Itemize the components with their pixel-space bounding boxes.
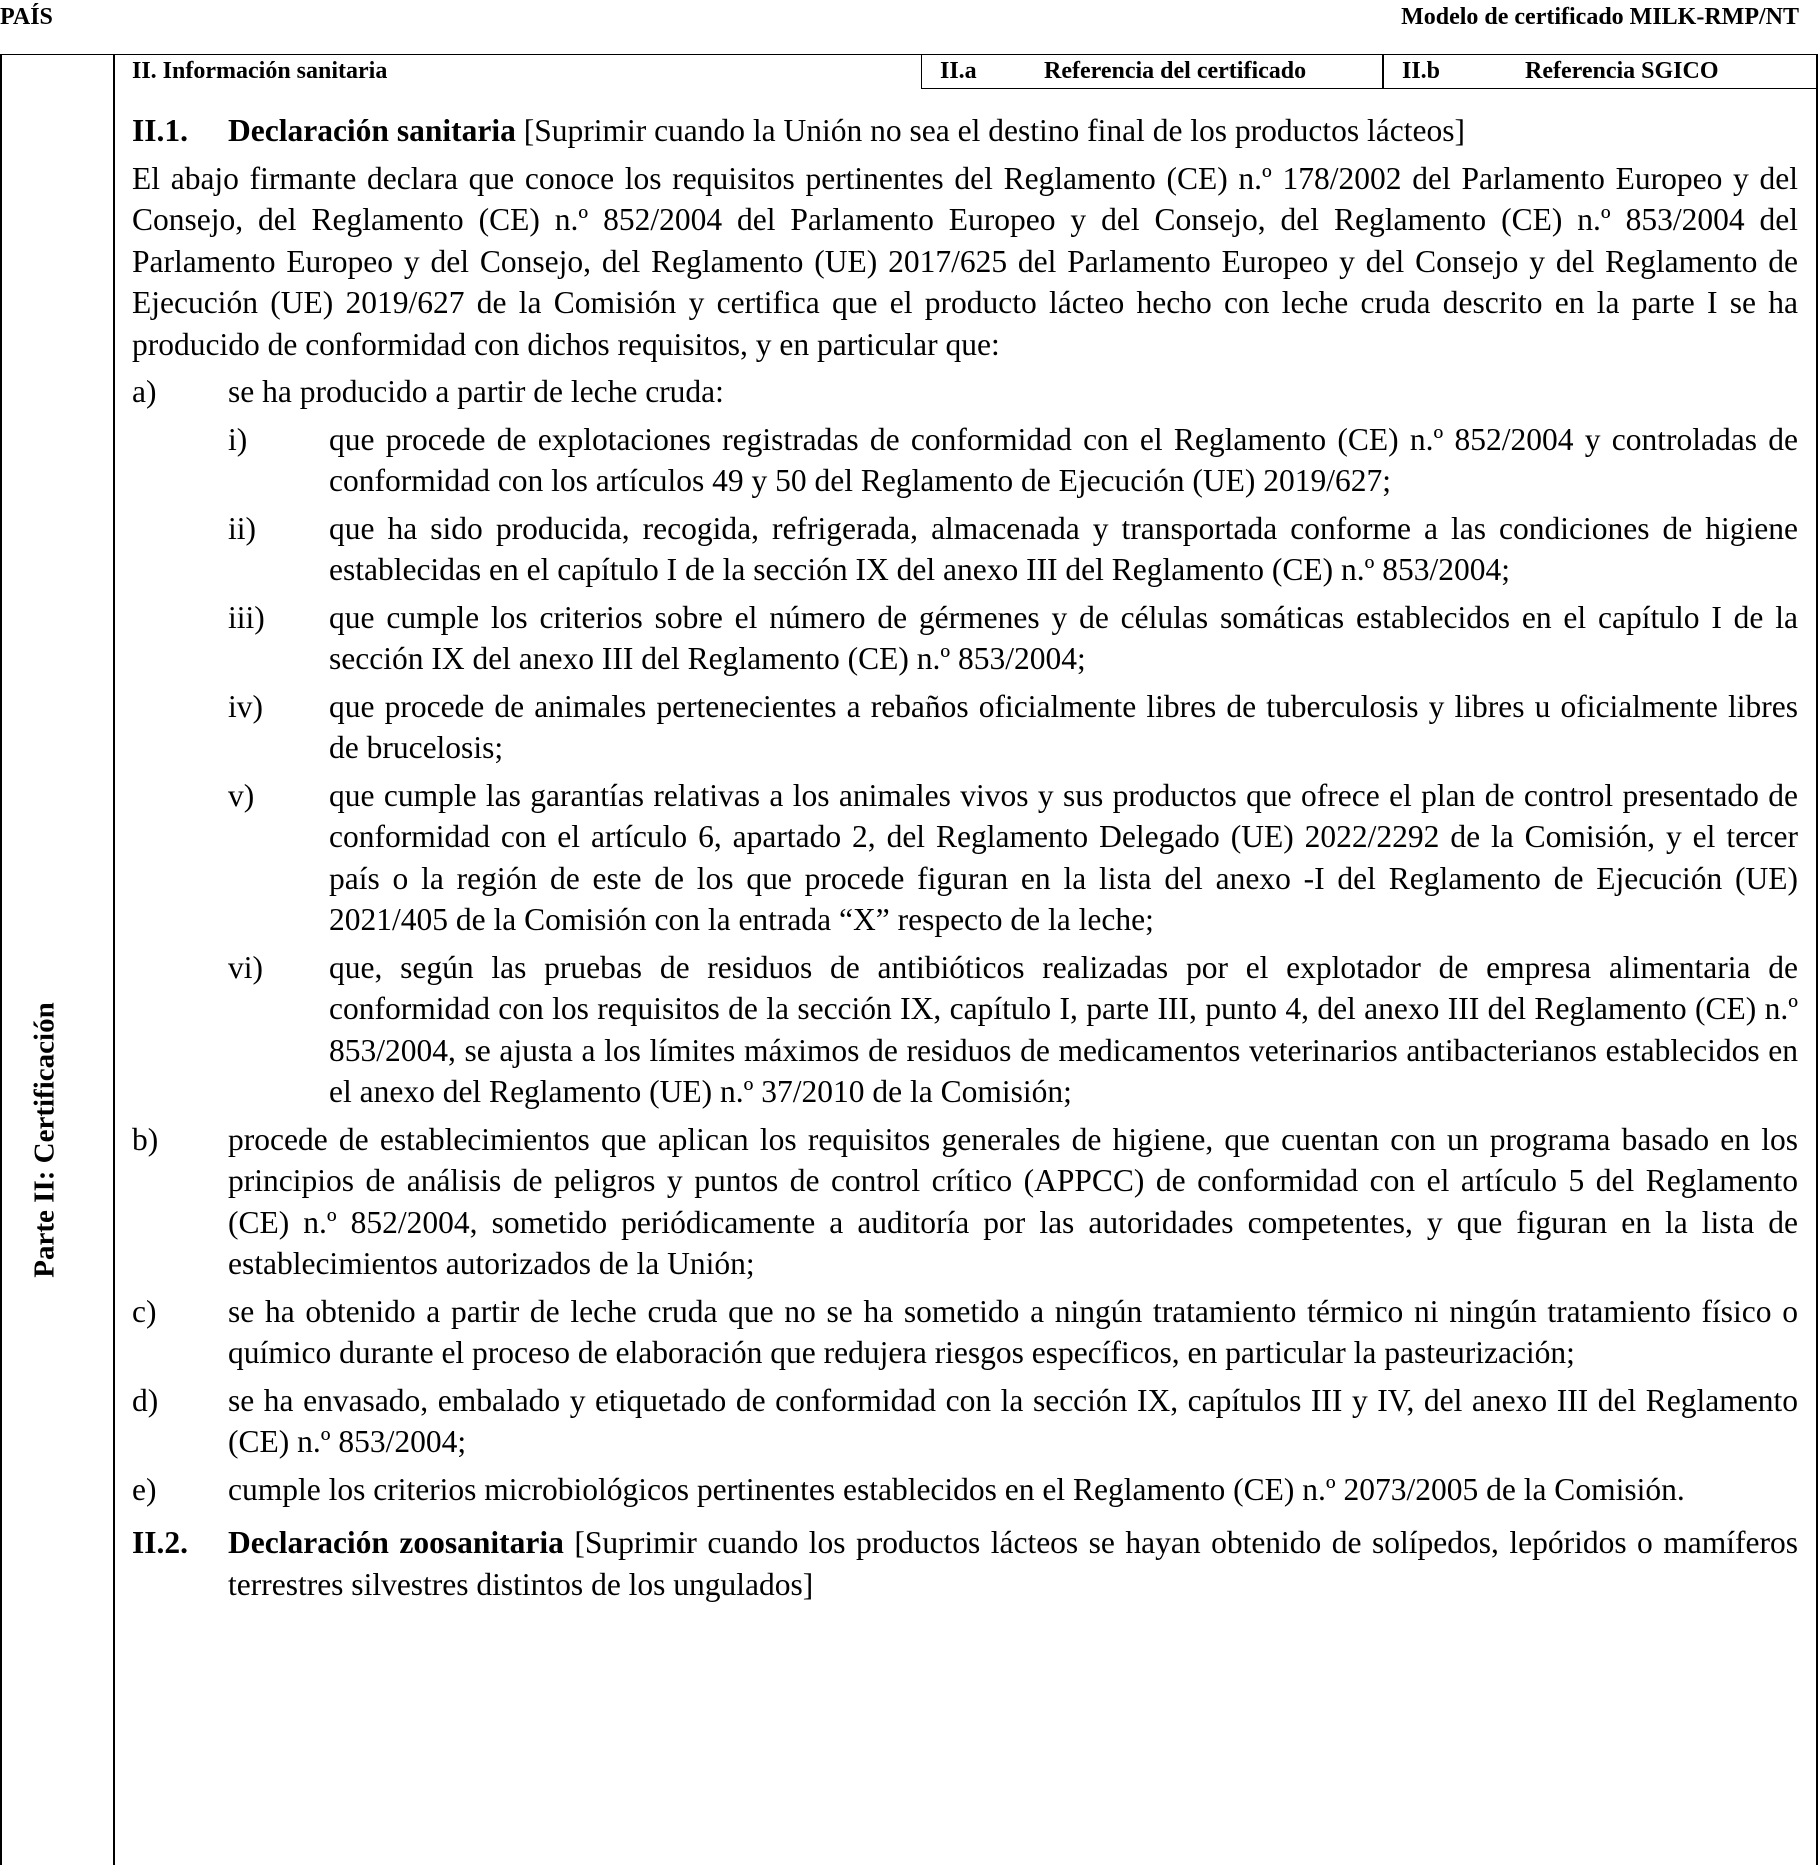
item-label: b)	[132, 1121, 159, 1157]
item-text: cumple los criterios microbiológicos pertinentes establecidos en el Reglamento (CE) n.º 2073/2005 de la Comisión.	[228, 1471, 1685, 1507]
section-ii1-heading	[132, 110, 1798, 152]
item-label: d)	[132, 1382, 159, 1418]
section-heading: Declaración sanitaria	[228, 113, 516, 148]
sub-list-item	[132, 686, 1798, 769]
item-text: se ha obtenido a partir de leche cruda que no se ha sometido a ningún tratamiento térmico ni ningún tratamiento físico o químico durante el proceso de elaboración que redujera riesgos específicos, en particular la pasteurización;	[228, 1293, 1798, 1370]
ref-b-label: Referencia SGICO	[1525, 58, 1719, 84]
item-label: c)	[132, 1293, 157, 1329]
subitem-text: que procede de animales pertenecientes a rebaños oficialmente libres de tuberculosis y libres u oficialmente libres de brucelosis;	[329, 688, 1798, 765]
item-label: e)	[132, 1471, 157, 1507]
list-item	[132, 1380, 1798, 1463]
ref-a-label: Referencia del certificado	[1044, 58, 1307, 84]
section-heading: Declaración zoosanitaria	[228, 1525, 564, 1560]
section-title: II. Información sanitaria	[132, 58, 388, 84]
list-item	[132, 1119, 1798, 1285]
country-header: PAÍS	[0, 4, 53, 30]
frame-left-border	[0, 54, 2, 1865]
part-side-label: Parte II: Certificación	[28, 1002, 61, 1278]
frame-column-divider	[113, 54, 115, 1865]
section-ii2-heading	[132, 1522, 1798, 1605]
section-number: II.2.	[132, 1525, 189, 1560]
sub-list-item	[132, 597, 1798, 680]
certificate-model-header: Modelo de certificado MILK-RMP/NT	[1401, 4, 1799, 30]
list-item	[132, 371, 1798, 413]
ref-b-code: II.b	[1402, 58, 1441, 84]
subitem-text: que ha sido producida, recogida, refrigerada, almacenada y transportada conforme a las condiciones de higiene establecidas en el capítulo I de la sección IX del anexo III del Reglamento (CE) n.º 853/2004;	[329, 510, 1798, 587]
subitem-label: vi)	[228, 949, 263, 985]
section-note: [Suprimir cuando la Unión no sea el destino final de los productos lácteos]	[515, 113, 1465, 148]
sub-list-item	[132, 419, 1798, 502]
subitem-label: iv)	[228, 688, 263, 724]
ref-divider	[1382, 54, 1384, 88]
sub-list-item	[132, 947, 1798, 1113]
subitem-text: que cumple las garantías relativas a los animales vivos y sus productos que ofrece el plan de control presentado de conformidad con el artículo 6, apartado 2, del Reglamento Delegado (UE) 2022/2292 de la Comisión, y el tercer país o la región de este de los que procede figuran en la lista del anexo -I del Reglamento de Ejecución (UE) 2021/405 de la Comisión con la entrada “X” respecto de la leche;	[329, 777, 1798, 937]
item-text: se ha producido a partir de leche cruda:	[228, 374, 724, 409]
item-text: procede de establecimientos que aplican los requisitos generales de higiene, que cuentan con un programa basado en los principios de análisis de peligros y puntos de control crítico (APPCC) de conformidad con el artículo 5 del Reglamento (CE) n.º 852/2004, sometido periódicamente a auditoría por las autoridades competentes, y que figuran en la lista de establecimientos autorizados de la Unión;	[228, 1121, 1798, 1281]
subitem-label: ii)	[228, 510, 256, 546]
list-item	[132, 1291, 1798, 1374]
subitem-label: v)	[228, 777, 255, 813]
item-label: a)	[132, 374, 157, 409]
section-note: [Suprimir cuando los productos lácteos se hayan obtenido de solípedos, lepóridos o mamíferos terrestres silvestres distintos de los ungulados]	[228, 1525, 1798, 1602]
subitem-text: que, según las pruebas de residuos de antibióticos realizadas por el explotador de empresa alimentaria de conformidad con los requisitos de la sección IX, capítulo I, parte III, punto 4, del anexo III del Reglamento (CE) n.º 853/2004, se ajusta a los límites máximos de residuos de medicamentos veterinarios antibacterianos establecidos en el anexo del Reglamento (UE) n.º 37/2010 de la Comisión;	[329, 949, 1798, 1109]
item-text: se ha envasado, embalado y etiquetado de conformidad con la sección IX, capítulos III y IV, del anexo III del Reglamento (CE) n.º 853/2004;	[228, 1382, 1798, 1459]
frame-right-border	[1816, 54, 1818, 1865]
certificate-body	[132, 110, 1798, 1605]
sub-list-item	[132, 775, 1798, 941]
ref-a-code: II.a	[940, 58, 977, 84]
reference-box	[921, 54, 1818, 89]
subitem-label: iii)	[228, 599, 265, 635]
subitem-text: que procede de explotaciones registradas de conformidad con el Reglamento (CE) n.º 852/2004 y controladas de conformidad con los artículos 49 y 50 del Reglamento de Ejecución (UE) 2019/627;	[329, 421, 1798, 498]
list-item	[132, 1469, 1798, 1511]
subitem-label: i)	[228, 421, 248, 457]
declaration-intro: El abajo firmante declara que conoce los requisitos pertinentes del Reglamento (CE) n.º 178/2002 del Parlamento Europeo y del Consejo, del Reglamento (CE) n.º 852/2004 del Parlamento Europeo y del Consejo, del Reglamento (CE) n.º 853/2004 del Parlamento Europeo y del Consejo, del Reglamento (UE) 2017/625 del Parlamento Europeo y del Consejo y del Reglamento de Ejecución (UE) 2019/627 de la Comisión y certifica que el producto lácteo hecho con leche cruda descrito en la parte I se ha producido de conformidad con dichos requisitos, y en particular que:	[132, 160, 1798, 362]
section-number: II.1.	[132, 113, 189, 148]
subitem-text: que cumple los criterios sobre el número de gérmenes y de células somáticas establecidos en el capítulo I de la sección IX del anexo III del Reglamento (CE) n.º 853/2004;	[329, 599, 1798, 676]
sub-list-item	[132, 508, 1798, 591]
